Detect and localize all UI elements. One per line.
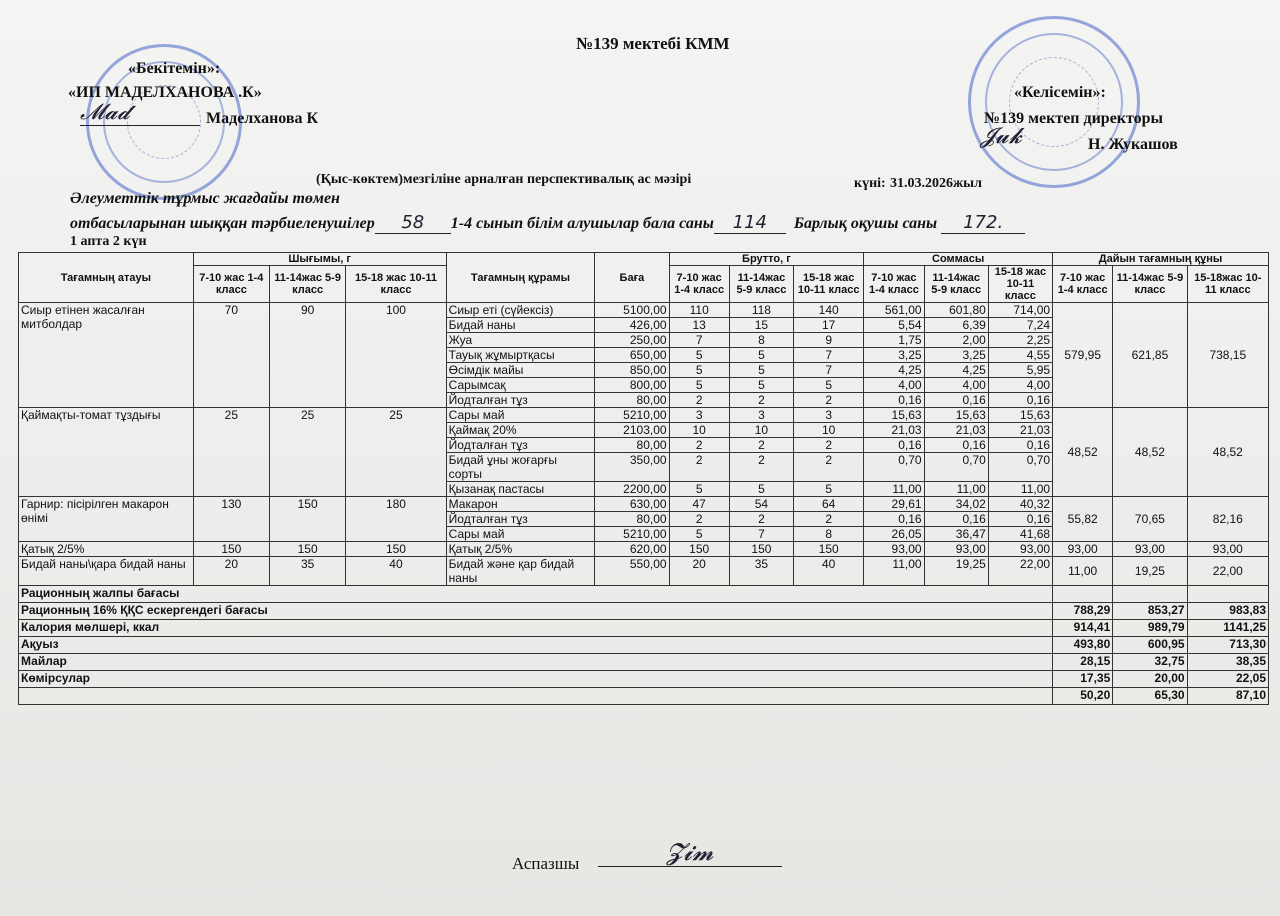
gross-a: 10 (669, 423, 729, 438)
ingredient-price: 5100,00 (595, 303, 669, 318)
header-gross: Брутто, г (669, 253, 864, 266)
sum-b: 3,25 (924, 348, 988, 363)
table-row (19, 408, 1269, 423)
totals-label: Ақуыз (19, 637, 1053, 654)
gross-a: 7 (669, 333, 729, 348)
gross-b: 5 (729, 482, 793, 497)
sum-b: 0,16 (924, 512, 988, 527)
sum-c: 0,16 (988, 393, 1052, 408)
totals-row (19, 586, 1269, 603)
ingredient-price: 800,00 (595, 378, 669, 393)
gross-a: 2 (669, 393, 729, 408)
totals-row (19, 620, 1269, 637)
ingredient-price: 2200,00 (595, 482, 669, 497)
totals-value-c: 87,10 (1187, 688, 1268, 705)
ingredient-name: Қаймақ 20% (446, 423, 595, 438)
sum-b: 11,00 (924, 482, 988, 497)
totals-value-b: 600,95 (1113, 637, 1187, 654)
gross-c: 7 (794, 348, 864, 363)
header-ready-b: 11-14жас 5-9 класс (1113, 266, 1187, 303)
ingredient-price: 620,00 (595, 542, 669, 557)
gross-b: 5 (729, 363, 793, 378)
right-seal-stamp (968, 16, 1140, 188)
totals-value-b: 853,27 (1113, 603, 1187, 620)
sum-b: 15,63 (924, 408, 988, 423)
ingredient-name: Сары май (446, 527, 595, 542)
sum-c: 21,03 (988, 423, 1052, 438)
sum-c: 0,16 (988, 512, 1052, 527)
gross-b: 10 (729, 423, 793, 438)
output-b: 25 (269, 408, 345, 497)
approve-right-org: №139 мектеп директоры (984, 110, 1164, 127)
gross-c: 2 (794, 453, 864, 482)
ready-price-b: 93,00 (1113, 542, 1187, 557)
header-gross-a: 7-10 жас 1-4 класс (669, 266, 729, 303)
output-c: 100 (346, 303, 446, 408)
ready-price-a: 55,82 (1053, 497, 1113, 542)
gross-c: 8 (794, 527, 864, 542)
sum-b: 34,02 (924, 497, 988, 512)
sum-a: 11,00 (864, 557, 924, 586)
gross-c: 2 (794, 438, 864, 453)
sum-a: 21,03 (864, 423, 924, 438)
gross-c: 7 (794, 363, 864, 378)
output-a: 20 (193, 557, 269, 586)
date-value: 31.03.2026жыл (890, 176, 982, 191)
menu-table (18, 252, 1269, 705)
ingredient-name: Йодталған тұз (446, 393, 595, 408)
totals-value-c: 713,30 (1187, 637, 1268, 654)
header-gross-c: 15-18 жас 10-11 класс (794, 266, 864, 303)
ingredient-price: 80,00 (595, 512, 669, 527)
gross-b: 2 (729, 393, 793, 408)
sum-c: 41,68 (988, 527, 1052, 542)
output-b: 150 (269, 542, 345, 557)
social-count: 58 (375, 212, 451, 234)
ingredient-price: 630,00 (595, 497, 669, 512)
ingredient-name: Йодталған тұз (446, 512, 595, 527)
output-c: 40 (346, 557, 446, 586)
sum-b: 19,25 (924, 557, 988, 586)
sum-a: 93,00 (864, 542, 924, 557)
totals-value-b: 65,30 (1113, 688, 1187, 705)
ready-price-a: 579,95 (1053, 303, 1113, 408)
header-sum: Соммасы (864, 253, 1053, 266)
totals-value-a: 17,35 (1053, 671, 1113, 688)
gross-a: 47 (669, 497, 729, 512)
week-label: 1 апта 2 күн (70, 234, 147, 249)
approve-left-name: Маделханова К (206, 110, 319, 127)
header-composition: Тағамның құрамы (446, 253, 595, 303)
gross-a: 2 (669, 453, 729, 482)
gross-a: 20 (669, 557, 729, 586)
ready-price-b: 621,85 (1113, 303, 1187, 408)
gross-a: 5 (669, 378, 729, 393)
header-dish: Тағамның атауы (19, 253, 194, 303)
ready-price-c: 82,16 (1187, 497, 1268, 542)
totals-label: Калория мөлшері, ккал (19, 620, 1053, 637)
ingredient-price: 650,00 (595, 348, 669, 363)
sum-c: 7,24 (988, 318, 1052, 333)
cook-label: Аспазшы (512, 854, 580, 873)
totals-value-b (1113, 586, 1187, 603)
header-output: Шығымы, г (193, 253, 446, 266)
totals-value-b: 20,00 (1113, 671, 1187, 688)
gross-a: 2 (669, 438, 729, 453)
sum-c: 93,00 (988, 542, 1052, 557)
sum-c: 4,00 (988, 378, 1052, 393)
approve-left-label: «Бекітемін»: (128, 60, 221, 77)
sum-a: 29,61 (864, 497, 924, 512)
totals-row (19, 654, 1269, 671)
table-row (19, 303, 1269, 318)
total-label: Барлық оқушы саны (793, 215, 938, 232)
totals-value-a (1053, 586, 1113, 603)
totals-label (19, 688, 1053, 705)
gross-b: 2 (729, 512, 793, 527)
grade-label: 1-4 сынып білім алушылар бала саны (450, 215, 714, 232)
sum-c: 5,95 (988, 363, 1052, 378)
cook-signature: 𝓩𝓲𝓶 (598, 838, 782, 867)
ingredient-price: 80,00 (595, 393, 669, 408)
sum-b: 0,70 (924, 453, 988, 482)
menu-title: (Қыс-көктем)мезгіліне арналған перспективалық ас мәзірі (316, 172, 692, 187)
sum-c: 15,63 (988, 408, 1052, 423)
sum-c: 714,00 (988, 303, 1052, 318)
dish-name: Қаймақты-томат тұздығы (19, 408, 194, 497)
ingredient-price: 350,00 (595, 453, 669, 482)
gross-b: 118 (729, 303, 793, 318)
ingredient-name: Сарымсақ (446, 378, 595, 393)
totals-value-b: 32,75 (1113, 654, 1187, 671)
sum-a: 561,00 (864, 303, 924, 318)
sum-b: 2,00 (924, 333, 988, 348)
ready-price-b: 70,65 (1113, 497, 1187, 542)
gross-a: 110 (669, 303, 729, 318)
totals-row (19, 637, 1269, 654)
gross-a: 2 (669, 512, 729, 527)
sum-a: 4,25 (864, 363, 924, 378)
ingredient-name: Қатық 2/5% (446, 542, 595, 557)
sum-c: 0,16 (988, 438, 1052, 453)
ingredient-price: 2103,00 (595, 423, 669, 438)
doc-title: №139 мектебі КММ (576, 34, 730, 53)
gross-c: 64 (794, 497, 864, 512)
header-price: Баға (595, 253, 669, 303)
totals-value-c (1187, 586, 1268, 603)
approve-right-name: Н. Жукашов (1088, 136, 1178, 153)
totals-value-c: 22,05 (1187, 671, 1268, 688)
totals-value-a: 493,80 (1053, 637, 1113, 654)
gross-b: 150 (729, 542, 793, 557)
sum-b: 0,16 (924, 438, 988, 453)
sum-a: 3,25 (864, 348, 924, 363)
sum-a: 26,05 (864, 527, 924, 542)
gross-b: 5 (729, 348, 793, 363)
totals-value-a: 50,20 (1053, 688, 1113, 705)
sum-c: 0,70 (988, 453, 1052, 482)
sum-a: 0,16 (864, 438, 924, 453)
gross-c: 9 (794, 333, 864, 348)
dish-name: Сиыр етінен жасалған митболдар (19, 303, 194, 408)
totals-value-c: 1141,25 (1187, 620, 1268, 637)
header-ready-a: 7-10 жас 1-4 класс (1053, 266, 1113, 303)
sum-a: 0,70 (864, 453, 924, 482)
dish-name: Қатық 2/5% (19, 542, 194, 557)
ingredient-price: 850,00 (595, 363, 669, 378)
sum-a: 0,16 (864, 512, 924, 527)
sum-b: 6,39 (924, 318, 988, 333)
right-signature: 𝓙𝓾𝓴 (980, 124, 1022, 149)
ingredient-price: 250,00 (595, 333, 669, 348)
header-gross-b: 11-14жас 5-9 класс (729, 266, 793, 303)
gross-c: 140 (794, 303, 864, 318)
gross-a: 5 (669, 348, 729, 363)
ingredient-name: Тауық жұмыртқасы (446, 348, 595, 363)
sum-b: 0,16 (924, 393, 988, 408)
output-b: 150 (269, 497, 345, 542)
sum-a: 5,54 (864, 318, 924, 333)
ready-price-a: 11,00 (1053, 557, 1113, 586)
gross-b: 5 (729, 378, 793, 393)
ingredient-name: Бидай және қар бидай наны (446, 557, 595, 586)
ready-price-a: 93,00 (1053, 542, 1113, 557)
social-line-1: Әлеуметтік тұрмыс жағдайы төмен (70, 190, 340, 207)
ingredient-price: 5210,00 (595, 408, 669, 423)
sum-b: 21,03 (924, 423, 988, 438)
gross-b: 15 (729, 318, 793, 333)
output-b: 90 (269, 303, 345, 408)
ingredient-name: Сары май (446, 408, 595, 423)
gross-c: 5 (794, 378, 864, 393)
social-label: отбасыларынан шыққан тәрбиеленушілер (70, 215, 375, 232)
output-c: 180 (346, 497, 446, 542)
sum-c: 2,25 (988, 333, 1052, 348)
gross-b: 2 (729, 438, 793, 453)
gross-a: 13 (669, 318, 729, 333)
totals-value-a: 914,41 (1053, 620, 1113, 637)
ingredient-price: 550,00 (595, 557, 669, 586)
header-out-b: 11-14жас 5-9 класс (269, 266, 345, 303)
gross-b: 2 (729, 453, 793, 482)
gross-c: 40 (794, 557, 864, 586)
sum-b: 36,47 (924, 527, 988, 542)
dish-name: Бидай наны\қара бидай наны (19, 557, 194, 586)
gross-c: 3 (794, 408, 864, 423)
table-row (19, 557, 1269, 586)
ingredient-price: 80,00 (595, 438, 669, 453)
sum-a: 15,63 (864, 408, 924, 423)
grade-count: 114 (714, 212, 786, 234)
sum-c: 22,00 (988, 557, 1052, 586)
ingredient-name: Сиыр еті (сүйексіз) (446, 303, 595, 318)
sum-a: 11,00 (864, 482, 924, 497)
gross-a: 5 (669, 363, 729, 378)
ingredient-name: Бидай наны (446, 318, 595, 333)
gross-b: 8 (729, 333, 793, 348)
totals-row (19, 603, 1269, 620)
ready-price-c: 22,00 (1187, 557, 1268, 586)
ingredient-price: 426,00 (595, 318, 669, 333)
totals-row (19, 688, 1269, 705)
ingredient-price: 5210,00 (595, 527, 669, 542)
ingredient-name: Йодталған тұз (446, 438, 595, 453)
ready-price-c: 738,15 (1187, 303, 1268, 408)
sum-b: 4,25 (924, 363, 988, 378)
totals-row (19, 671, 1269, 688)
sum-a: 4,00 (864, 378, 924, 393)
output-c: 25 (346, 408, 446, 497)
ready-price-c: 93,00 (1187, 542, 1268, 557)
output-a: 150 (193, 542, 269, 557)
totals-value-a: 28,15 (1053, 654, 1113, 671)
gross-a: 3 (669, 408, 729, 423)
output-a: 130 (193, 497, 269, 542)
gross-a: 5 (669, 482, 729, 497)
ready-price-a: 48,52 (1053, 408, 1113, 497)
totals-label: Көмірсулар (19, 671, 1053, 688)
sum-a: 0,16 (864, 393, 924, 408)
gross-c: 2 (794, 393, 864, 408)
gross-c: 150 (794, 542, 864, 557)
approve-left-org: «ИП МАДЕЛХАНОВА .К» (68, 84, 262, 101)
gross-c: 5 (794, 482, 864, 497)
dish-name: Гарнир: пісірілген макарон өнімі (19, 497, 194, 542)
gross-c: 17 (794, 318, 864, 333)
sum-c: 40,32 (988, 497, 1052, 512)
ready-price-b: 19,25 (1113, 557, 1187, 586)
totals-value-b: 989,79 (1113, 620, 1187, 637)
header-ready-price: Дайын тағамның құны (1053, 253, 1269, 266)
ready-price-c: 48,52 (1187, 408, 1268, 497)
gross-b: 3 (729, 408, 793, 423)
totals-value-c: 38,35 (1187, 654, 1268, 671)
totals-label: Рационның жалпы бағасы (19, 586, 1053, 603)
table-row (19, 542, 1269, 557)
date-label: күні: (854, 176, 886, 191)
header-sum-c: 15-18 жас 10-11 класс (988, 266, 1052, 303)
totals-value-a: 788,29 (1053, 603, 1113, 620)
sum-b: 601,80 (924, 303, 988, 318)
gross-a: 5 (669, 527, 729, 542)
header-sum-b: 11-14жас 5-9 класс (924, 266, 988, 303)
gross-c: 10 (794, 423, 864, 438)
gross-b: 35 (729, 557, 793, 586)
sum-b: 93,00 (924, 542, 988, 557)
table-row (19, 497, 1269, 512)
social-line-2 (70, 212, 1025, 234)
output-b: 35 (269, 557, 345, 586)
totals-label: Майлар (19, 654, 1053, 671)
output-a: 70 (193, 303, 269, 408)
ingredient-name: Қызанақ пастасы (446, 482, 595, 497)
header-out-a: 7-10 жас 1-4 класс (193, 266, 269, 303)
header-out-c: 15-18 жас 10-11 класс (346, 266, 446, 303)
ingredient-name: Бидай ұны жоғарғы сорты (446, 453, 595, 482)
ready-price-b: 48,52 (1113, 408, 1187, 497)
totals-label: Рационның 16% ҚҚС ескергендегі бағасы (19, 603, 1053, 620)
output-c: 150 (346, 542, 446, 557)
approve-right-label: «Келісемін»: (1014, 84, 1106, 101)
gross-b: 7 (729, 527, 793, 542)
totals-value-c: 983,83 (1187, 603, 1268, 620)
left-signature: 𝓜𝓪𝓭 (80, 100, 200, 126)
gross-b: 54 (729, 497, 793, 512)
sum-b: 4,00 (924, 378, 988, 393)
gross-a: 150 (669, 542, 729, 557)
output-a: 25 (193, 408, 269, 497)
sum-c: 4,55 (988, 348, 1052, 363)
total-count: 172. (941, 212, 1025, 234)
ingredient-name: Жуа (446, 333, 595, 348)
header-sum-a: 7-10 жас 1-4 класс (864, 266, 924, 303)
gross-c: 2 (794, 512, 864, 527)
ingredient-name: Макарон (446, 497, 595, 512)
sum-a: 1,75 (864, 333, 924, 348)
header-ready-c: 15-18жас 10-11 класс (1187, 266, 1268, 303)
sum-c: 11,00 (988, 482, 1052, 497)
ingredient-name: Өсімдік майы (446, 363, 595, 378)
